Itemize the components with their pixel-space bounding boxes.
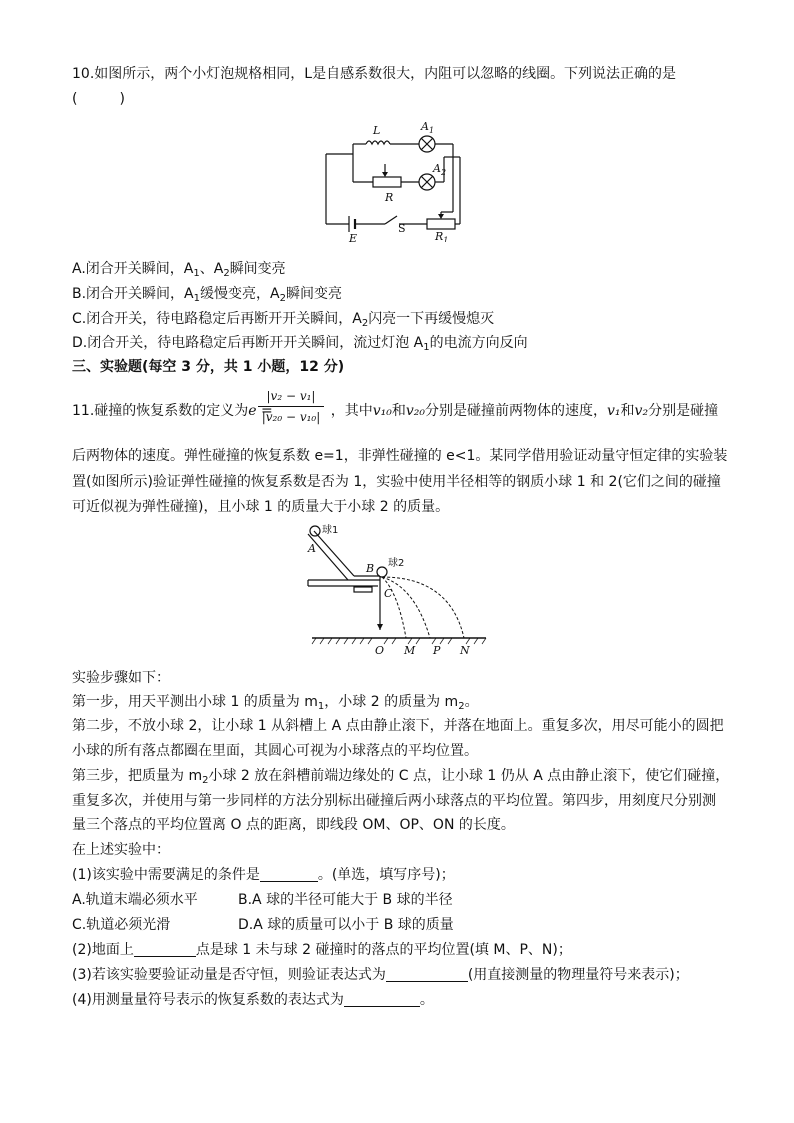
- q11-definition-line: 11.碰撞的恢复系数的定义为e = ，其中v₁₀和v₂₀分别是碰撞前两物体的速度，v₁和v₂分别是碰撞: [72, 403, 719, 419]
- point-p-label: P: [433, 644, 441, 657]
- collision-apparatus-diagram: [300, 522, 490, 657]
- steps-title: 实验步骤如下：: [72, 670, 170, 686]
- option-d: D.A 球的质量可以小于 B 球的质量: [238, 917, 454, 933]
- step-2-line-1: 第二步，不放小球 2，让小球 1 从斜槽上 A 点由静止滚下，并落在地面上。重复多次，用尽可能小的圆把: [72, 718, 724, 734]
- q10-option-b: B.闭合开关瞬间，$A_1$缓慢变亮，$A_2$瞬间变亮: [72, 286, 342, 304]
- option-a: A.轨道末端必须水平: [72, 892, 198, 908]
- lamp-a1-label: $A_1$: [421, 122, 435, 135]
- q10-answer-paren: ( ): [72, 91, 125, 107]
- step-3-line-2: 重复多次，并使用与第一步同样的方法分别标出碰撞后两小球落点的平均位置。第四步，用刻度尺分别测: [72, 793, 716, 809]
- circuit-diagram: [323, 122, 463, 242]
- point-m-label: M: [404, 644, 416, 657]
- sub-question-4: (4)用测量量符号表示的恢复系数的表达式为 。: [72, 992, 434, 1008]
- fraction-denominator: |v₂₀ − v₁₀|: [261, 410, 321, 424]
- sub-question-3: (3)若该实验要验证动量是否守恒，则验证表达式为 (用直接测量的物理量符号来表示)；: [72, 967, 689, 983]
- sub-question-2: (2)地面上 点是球 1 未与球 2 碰撞时的落点的平均位置(填 M、P、N)；: [72, 942, 572, 958]
- answer-blank-1[interactable]: [260, 867, 318, 882]
- option-c: C.轨道必须光滑: [72, 917, 171, 933]
- lamp-a2-label: $A_2$: [433, 162, 447, 177]
- q10-option-d: D.闭合开关，待电路稳定后再断开开关瞬间，流过灯泡 $A_1$的电流方向反向: [72, 335, 528, 353]
- sub-question-1-options-ab: [72, 890, 453, 910]
- q11-paragraph-line-4: 可近似视为弹性碰撞)，且小球 1 的质量大于小球 2 的质量。: [72, 499, 450, 515]
- restitution-fraction: [258, 387, 324, 426]
- q11-paragraph-line-3: 置(如图所示)验证弹性碰撞的恢复系数是否为 1，实验中使用半径相等的钢质小球 1 和 2(它们之间的碰撞: [72, 474, 721, 490]
- step-3-line-3: 量三个落点的平均位置离 O 点的距离，即线段 OM、OP、ON 的长度。: [72, 817, 515, 833]
- in-experiment-heading: 在上述实验中：: [72, 842, 170, 858]
- step-2-line-2: 小球的所有落点都圈在里面，其圆心可视为小球落点的平均位置。: [72, 743, 478, 759]
- ball-2-label: 球2: [388, 558, 405, 569]
- inductor-label: L: [373, 124, 381, 137]
- point-c-label: C: [384, 587, 393, 600]
- point-b-label: B: [366, 562, 375, 575]
- fraction-numerator: |v₂ − v₁|: [266, 389, 316, 403]
- q10-stem: 10.如图所示，两个小灯泡规格相同，L是自感系数很大，内阻可以忽略的线圈。下列说法正确的是: [72, 66, 677, 82]
- sub-question-1-options-cd: [72, 915, 454, 935]
- answer-blank-2[interactable]: [134, 942, 196, 957]
- step-1: 第一步，用天平测出小球 1 的质量为 $m_1$，小球 2 的质量为 $m_2$。: [72, 694, 479, 712]
- ball-1-label: 球1: [322, 525, 339, 536]
- switch-s-label: S: [398, 222, 406, 235]
- resistor-r-label: R: [385, 191, 394, 204]
- rheostat-r1-label: $R_1$: [435, 230, 449, 242]
- q10-option-c: C.闭合开关，待电路稳定后再断开开关瞬间，$A_2$闪亮一下再缓慢熄灭: [72, 311, 495, 329]
- option-b: B.A 球的半径可能大于 B 球的半径: [238, 892, 453, 908]
- point-n-label: N: [460, 644, 470, 657]
- answer-blank-3[interactable]: [386, 967, 468, 982]
- q11-paragraph-line-2: 后两物体的速度。弹性碰撞的恢复系数 e=1，非弹性碰撞的 e<1。某同学借用验证动量守恒定律的实验装: [72, 448, 728, 464]
- point-a-label: A: [308, 542, 316, 555]
- answer-blank-4[interactable]: [344, 992, 420, 1007]
- section-heading-experiment: 三、实验题(每空 3 分，共 1 小题，12 分): [72, 359, 345, 375]
- point-o-label: O: [375, 644, 385, 657]
- sub-question-1: (1)该实验中需要满足的条件是 。(单选，填写序号)；: [72, 867, 455, 883]
- battery-e-label: E: [349, 232, 358, 242]
- step-3-line-1: 第三步，把质量为 $m_2$小球 2 放在斜槽前端边缘处的 C 点，让小球 1 仍从 A 点由静止滚下，使它们碰撞，: [72, 768, 730, 786]
- q10-option-a: A.闭合开关瞬间，$A_1$、$A_2$瞬间变亮: [72, 261, 286, 279]
